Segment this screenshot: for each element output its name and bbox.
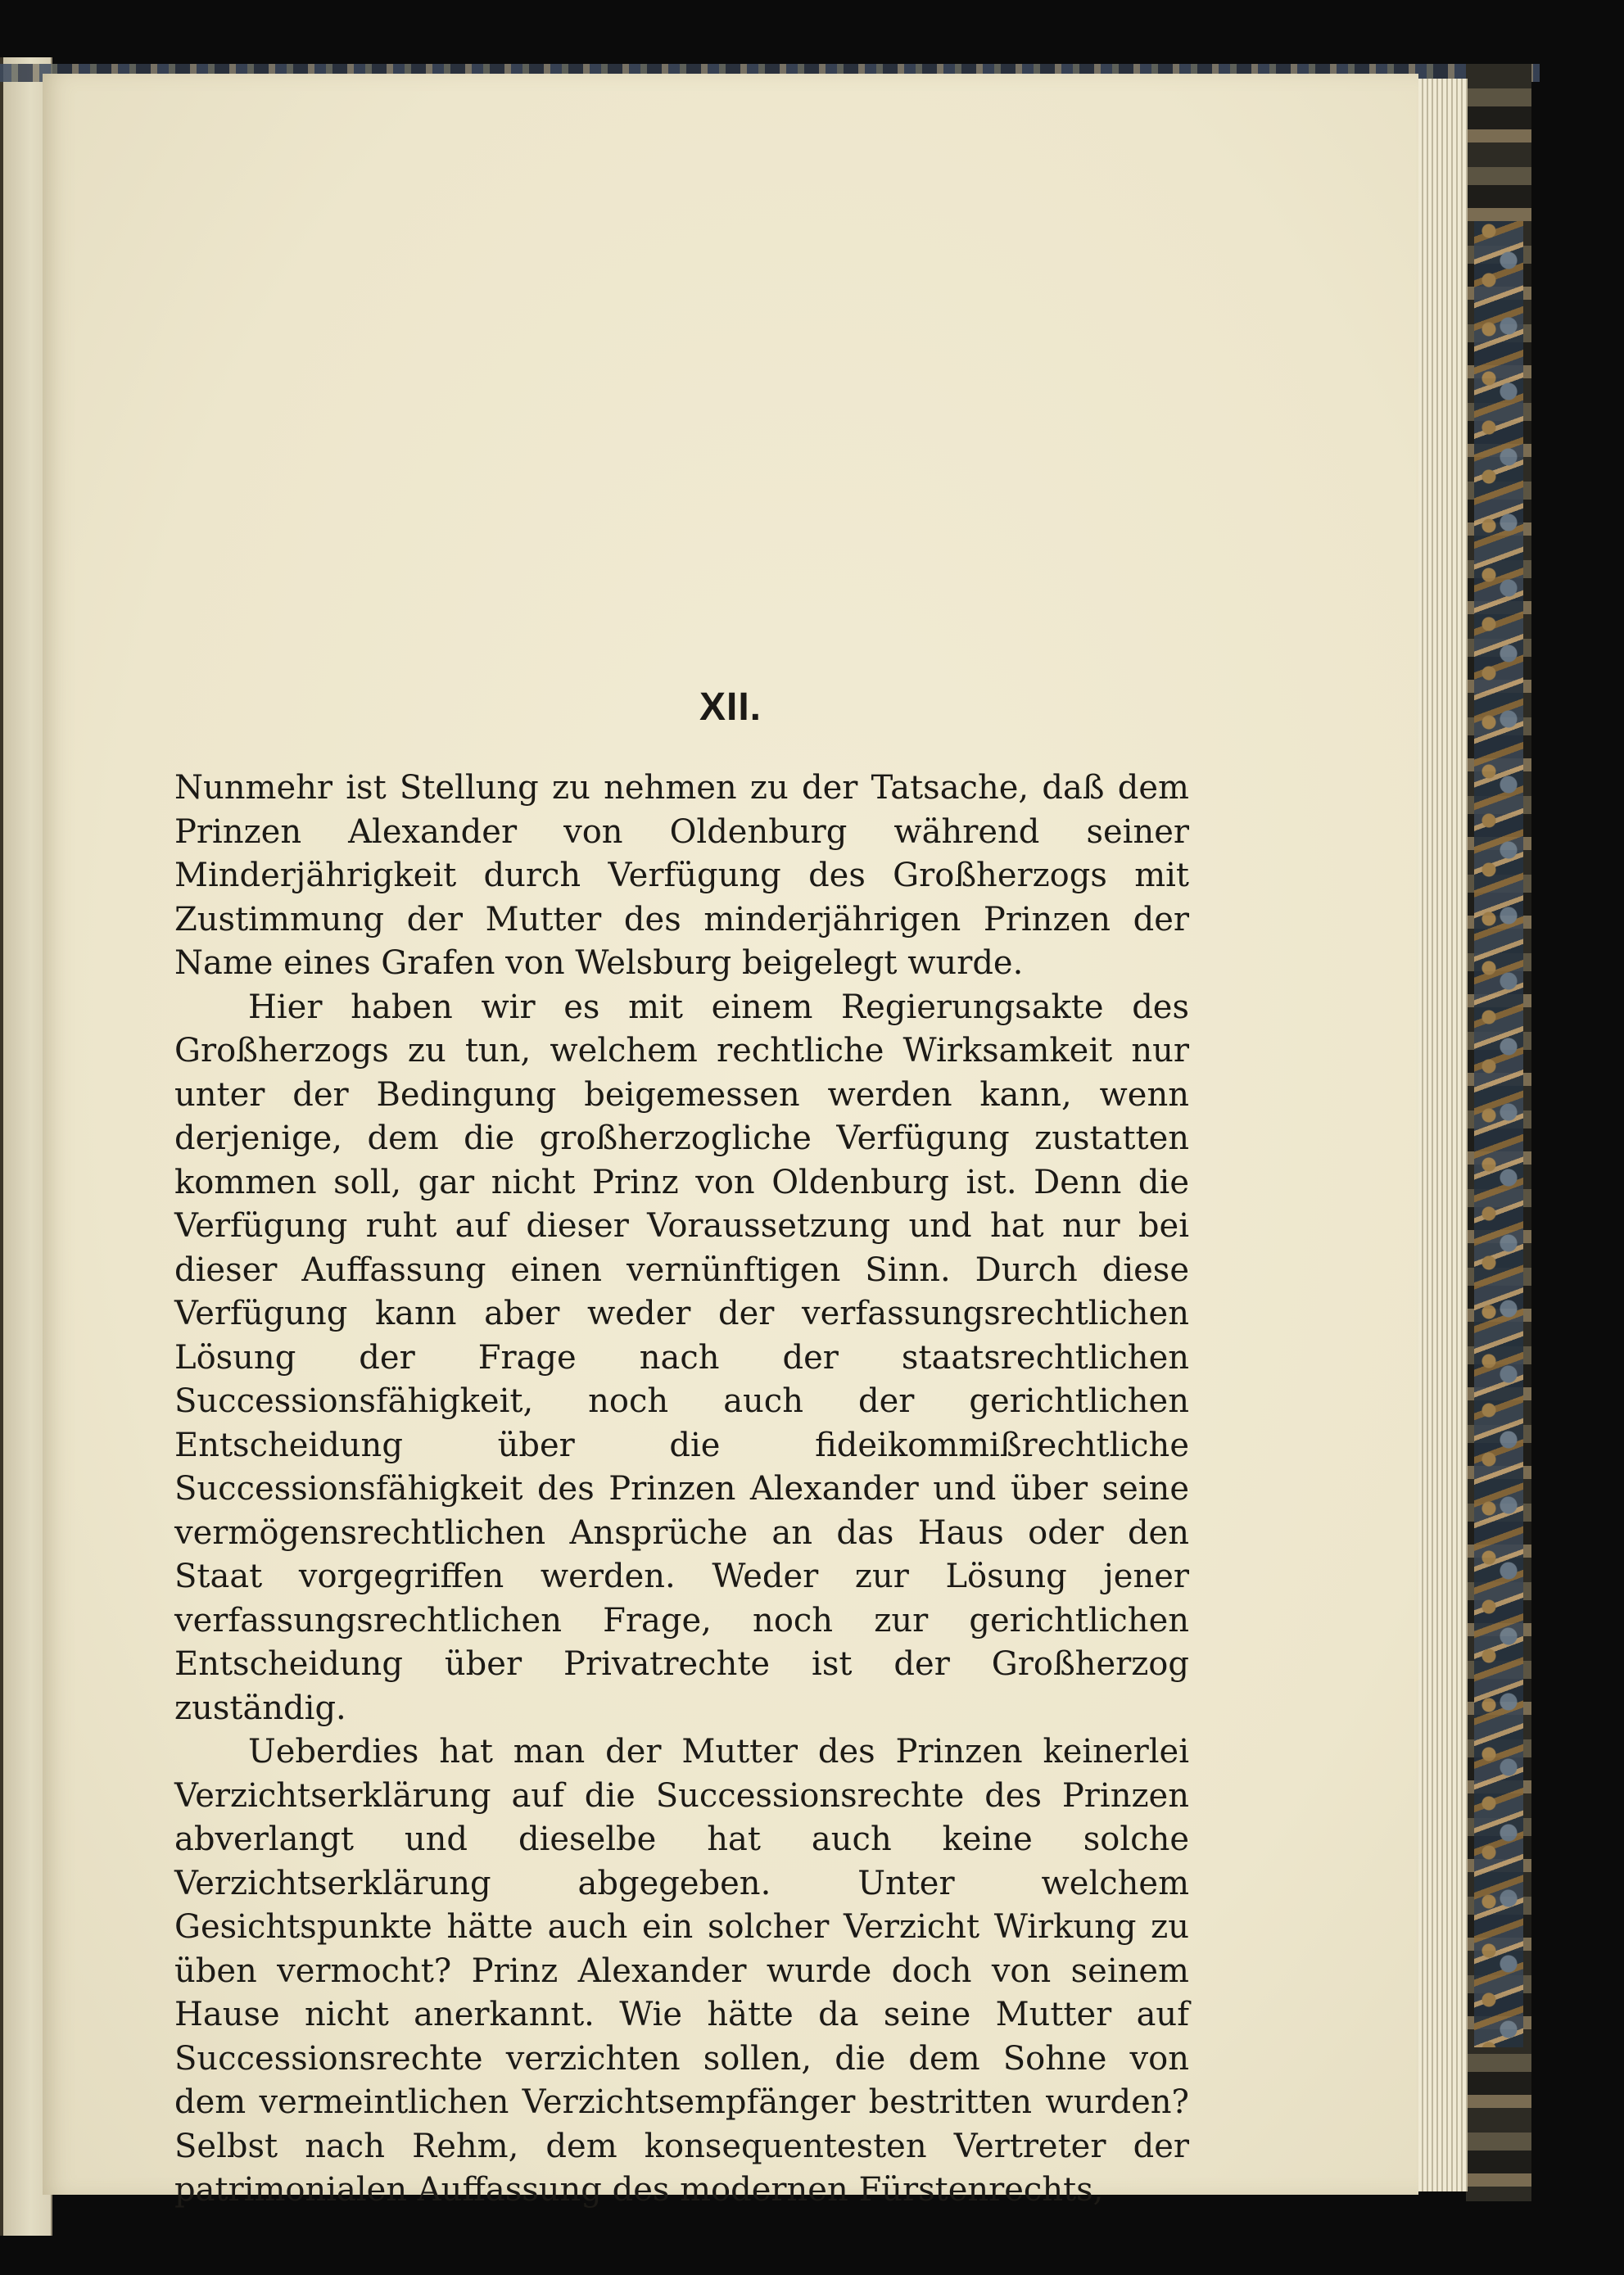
left-binding-edge [0,57,3,2236]
paragraph-1: Nunmehr ist Stellung zu nehmen zu der Tatsache, daß dem Prinzen Alexander von Oldenburg während seiner Minderjährigkeit durch Verfügung des Großherzogs mit Zustimmung der Mutter des minderjährigen Prinzen der Name eines Grafen von Welsburg beigelegt wurde. [174,769,1189,982]
marbled-endpaper [1474,221,1523,2047]
paragraph-3: Ueberdies hat man der Mutter des Prinzen keinerlei Verzichtserklärung auf die Successionsrechte des Prinzen abverlangt und dieselbe hat auch keine solche Verzichtserklärung abgegeben. Unter welchem Gesichtspunkte hätte auch ein solcher Verzicht Wirkung zu üben vermocht? Prinz Alexander wurde doch von seinem Hause nicht anerkannt. Wie hätte da seine Mutter auf Successionsrechte verzichten sollen, die dem Sohne von dem vermeintlichen Verzichtsempfänger bestritten wurden? Selbst nach Rehm, dem konsequentesten Vertreter der patrimonialen Auffassung des modernen Fürstenrechts, [174,1733,1189,2209]
chapter-heading: XII. [699,685,762,729]
page-text [174,689,1189,2213]
paragraph-2: Hier haben wir es mit einem Regierungsakte des Großherzogs zu tun, welchem rechtliche Wirksamkeit nur unter der Bedingung beigemessen werden kann, wenn derjenige, dem die großherzogliche Verfügung zustatten kommen soll, gar nicht Prinz von Oldenburg ist. Denn die Verfügung ruht auf dieser Voraussetzung und hat nur bei dieser Auffassung einen vernünftigen Sinn. Durch diese Verfügung kann aber weder der verfassungsrechtlichen Lösung der Frage nach der staatsrechtlichen Successionsfähigkeit, noch auch der gerichtlichen Entscheidung über die fideikommißrechtliche Successionsfähigkeit des Prinzen Alexander und über seine vermögensrechtlichen Ansprüche an das Haus oder den Staat vorgegriffen werden. Weder zur Lösung jener verfassungsrechtlichen Frage, noch zur gerichtlichen Entscheidung über Privatrechte ist der Großherzog zuständig. [174,988,1189,1727]
